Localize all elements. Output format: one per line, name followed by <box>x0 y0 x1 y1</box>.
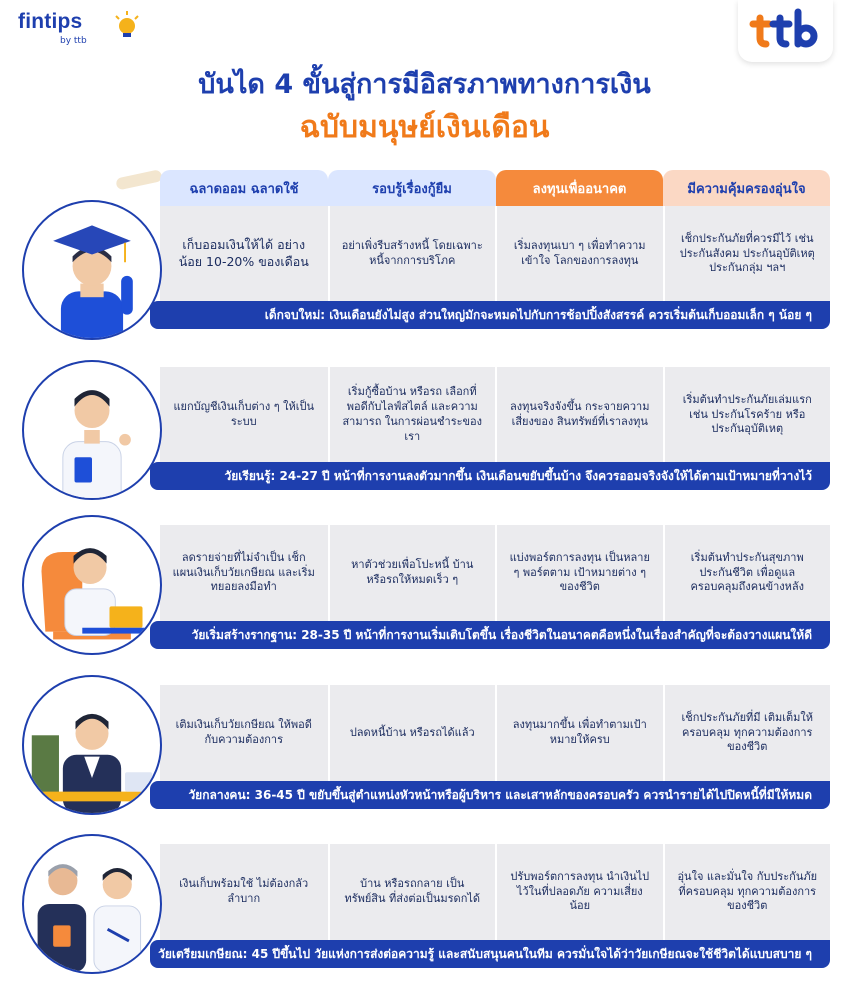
stage-cards <box>160 367 830 463</box>
column-header-borrowing: รอบรู้เรื่องกู้ยืม <box>328 170 496 206</box>
stage-cards <box>160 525 830 621</box>
column-header-protection: มีความคุ้มครองอุ่นใจ <box>663 170 830 206</box>
stage-banner: วัยเตรียมเกษียณ: 45 ปีขึ้นไป วัยแห่งการส่งต่อความรู้ และสนับสนุนคนในทีม ควรมั่นใจได้ว่าวัยเกษียณจะใช้ชีวิตได้แบบสบาย ๆ <box>150 940 830 968</box>
card-protection: เริ่มต้นทำประกันสุขภาพ ประกันชีวิต เพื่อดูแล ครอบคลุมถึงคนข้างหลัง <box>663 525 831 621</box>
stage-cards <box>160 206 830 302</box>
stage-banner: วัยเรียนรู้: 24-27 ปี หน้าที่การงานลงตัวมากขึ้น เงินเดือนขยับขึ้นบ้าง จึงควรออมจริงจังให้ได้ตามเป้าหมายที่วางไว้ <box>150 462 830 490</box>
executive-icon <box>22 675 162 815</box>
card-investing: ลงทุนจริงจังขึ้น กระจายความเสี่ยงของ สินทรัพย์ที่เราลงทุน <box>495 367 663 463</box>
card-saving: เติมเงินเก็บวัยเกษียณ ให้พอดีกับความต้องการ <box>175 718 312 746</box>
card-protection: เริ่มต้นทำประกันภัยเล่มแรก เช่น ประกันโรคร้าย หรือ ประกันอุบัติเหตุ <box>663 367 831 463</box>
stage-banner: วัยกลางคน: 36-45 ปี ขยับขึ้นสู่ตำแหน่งหัวหน้าหรือผู้บริหาร และเสาหลักของครอบครัว ควรนำรายได้ไปปิดหนี้ที่มีให้หมด <box>150 781 830 809</box>
mentor-and-junior-icon <box>22 834 162 974</box>
fintips-logo <box>18 10 148 58</box>
card-saving: เก็บออมเงินให้ได้ อย่างน้อย 10-20% ของเดือน <box>178 237 309 269</box>
ttb-logo-mark <box>738 0 833 62</box>
brand-by: by ttb <box>60 36 87 46</box>
card-saving: แยกบัญชีเงินเก็บต่าง ๆ ให้เป็นระบบ <box>173 400 315 428</box>
brand-name: fintips <box>18 10 83 33</box>
card-protection: เช็กประกันภัยที่มี เติมเต็มให้ครอบคลุม ทุกความต้องการของชีวิต <box>663 685 831 781</box>
page-subtitle: ฉบับมนุษย์เงินเดือน <box>299 110 550 145</box>
lightbulb-icon <box>113 10 141 40</box>
card-borrowing: บ้าน หรือรถกลาย เป็นทรัพย์สิน ที่ส่งต่อเป็นมรดกได้ <box>328 844 496 940</box>
graduate-icon <box>22 200 162 340</box>
card-protection: เช็กประกันภัยที่ควรมีไว้ เช่น ประกันสังคม ประกันอุบัติเหตุ ประกันกลุ่ม ฯลฯ <box>663 206 831 302</box>
card-saving: ลดรายจ่ายที่ไม่จำเป็น เช็กแผนเงินเก็บวัยเกษียณ และเริ่มทยอยลงมือทำ <box>172 550 315 594</box>
column-header-saving: ฉลาดออม ฉลาดใช้ <box>160 170 328 206</box>
stage-banner: วัยเริ่มสร้างรากฐาน: 28-35 ปี หน้าที่การงานเริ่มเติบโตขึ้น เรื่องชีวิตในอนาคตคือหนึ่งในเรื่องสำคัญที่จะต้องวางแผนให้ดี <box>150 621 830 649</box>
card-borrowing: ปลดหนี้บ้าน หรือรถได้แล้ว <box>328 685 496 781</box>
diploma-icon <box>108 166 168 206</box>
ttb-logo <box>738 0 833 62</box>
card-borrowing: หาตัวช่วยเพื่อโปะหนี้ บ้าน หรือรถให้หมดเร็ว ๆ <box>328 525 496 621</box>
card-borrowing: อย่าเพิ่งรีบสร้างหนี้ โดยเฉพาะ หนี้จากการบริโภค <box>328 206 496 302</box>
young-worker-icon <box>22 360 162 500</box>
card-investing: เริ่มลงทุนเบา ๆ เพื่อทำความเข้าใจ โลกของการลงทุน <box>495 206 663 302</box>
column-header-investing: ลงทุนเพื่ออนาคต <box>496 170 663 206</box>
page-title: บันได 4 ขั้นสู่การมีอิสรภาพทางการเงิน <box>198 69 651 100</box>
card-investing: ปรับพอร์ตการลงทุน นำเงินไปไว้ในที่ปลอดภัย ความเสี่ยงน้อย <box>495 844 663 940</box>
office-worker-icon <box>22 515 162 655</box>
stage-cards <box>160 844 830 940</box>
card-saving: เงินเก็บพร้อมใช้ ไม่ต้องกลัวลำบาก <box>179 877 309 905</box>
card-protection: อุ่นใจ และมั่นใจ กับประกันภัยที่ครอบคลุม ทุกความต้องการของชีวิต <box>663 844 831 940</box>
card-investing: ลงทุนมากขึ้น เพื่อทำตามเป้าหมายให้ครบ <box>495 685 663 781</box>
card-investing: แบ่งพอร์ตการลงทุน เป็นหลาย ๆ พอร์ตตาม เป้าหมายต่าง ๆ ของชีวิต <box>495 525 663 621</box>
card-borrowing: เริ่มกู้ซื้อบ้าน หรือรถ เลือกที่พอดีกับไลฟ์สไตล์ และความสามารถ ในการผ่อนชำระของเรา <box>328 367 496 463</box>
stage-banner: เด็กจบใหม่: เงินเดือนยังไม่สูง ส่วนใหญ่มักจะหมดไปกับการช้อปปิ้งสังสรรค์ ควรเริ่มต้นเก็บออมเล็ก ๆ น้อย ๆ <box>150 301 830 329</box>
stage-cards <box>160 685 830 781</box>
